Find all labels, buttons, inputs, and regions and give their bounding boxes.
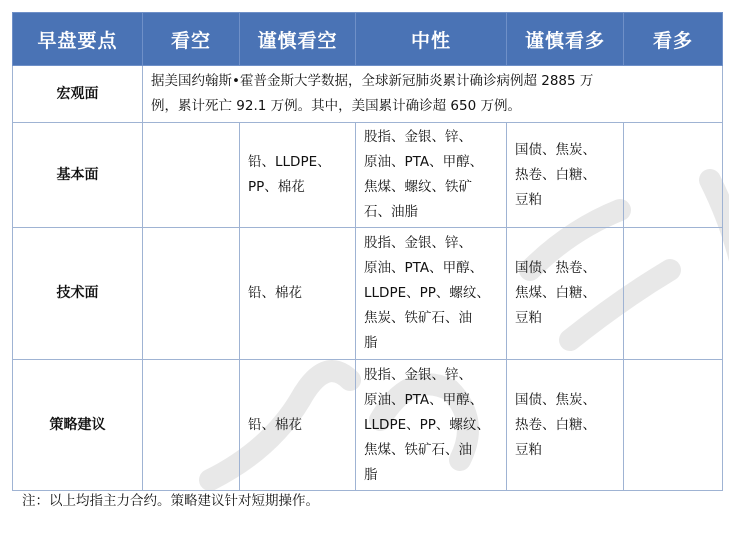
cell-line: LLDPE、PP、螺纹、 xyxy=(364,285,490,301)
table-header-row xyxy=(13,13,723,66)
cell-line: 铅、LLDPE、 xyxy=(248,154,331,170)
strategy-cautious-bearish xyxy=(240,360,356,491)
technical-cautious-bearish xyxy=(240,228,356,360)
macro-text-line-1: 据美国约翰斯•霍普金斯大学数据，全球新冠肺炎累计确诊病例超 2885 万 xyxy=(151,73,594,89)
row-label-strategy: 策略建议 xyxy=(13,360,143,491)
cell-line: 豆粕 xyxy=(515,191,542,208)
footnote: 注：以上均指主力合约。策略建议针对短期操作。 xyxy=(22,493,319,509)
cell-line: 国债、热卷、 xyxy=(515,260,596,276)
cell-line: 股指、金银、锌、 xyxy=(364,366,472,383)
table-row-macro xyxy=(13,66,723,123)
cell-line: 股指、金银、锌、 xyxy=(364,235,472,251)
fundamental-cautious-bearish xyxy=(240,123,356,228)
table-row-strategy xyxy=(13,360,723,491)
cell-line: 焦煤、铁矿石、油 xyxy=(364,441,472,458)
technical-cautious-bullish xyxy=(507,228,624,360)
row-label-macro: 宏观面 xyxy=(13,66,143,123)
cell-line: 国债、焦炭、 xyxy=(515,141,596,158)
cell-line: 焦炭、铁矿石、油 xyxy=(364,310,472,326)
fundamental-cautious-bullish xyxy=(507,123,624,228)
fundamental-neutral xyxy=(356,123,507,228)
table-row-technical xyxy=(13,228,723,360)
cell-line: 石、油脂 xyxy=(364,204,418,220)
cell-line: 豆粕 xyxy=(515,441,542,458)
header-bullish: 看多 xyxy=(624,13,723,66)
strategy-cautious-bullish xyxy=(507,360,624,491)
outlook-table xyxy=(12,12,723,491)
cell-line: 国债、焦炭、 xyxy=(515,391,596,408)
row-label-technical: 技术面 xyxy=(13,228,143,360)
cell-line: 热卷、白糖、 xyxy=(515,416,596,433)
cell-line: 铅、棉花 xyxy=(248,285,302,301)
cell-line: 原油、PTA、甲醇、 xyxy=(364,391,484,408)
strategy-neutral xyxy=(356,360,507,491)
macro-text-line-2: 例，累计死亡 92.1 万例。其中，美国累计确诊超 650 万例。 xyxy=(151,98,521,114)
header-cautious-bullish: 谨慎看多 xyxy=(507,13,624,66)
cell-line: 焦煤、螺纹、铁矿 xyxy=(364,179,472,195)
strategy-bearish xyxy=(143,360,240,491)
cell-line: 脂 xyxy=(364,466,378,483)
technical-bearish xyxy=(143,228,240,360)
header-neutral: 中性 xyxy=(356,13,507,66)
technical-bullish xyxy=(624,228,723,360)
cell-line: 原油、PTA、甲醇、 xyxy=(364,260,484,276)
header-cautious-bearish: 谨慎看空 xyxy=(240,13,356,66)
strategy-bullish xyxy=(624,360,723,491)
header-key-points: 早盘要点 xyxy=(13,13,143,66)
cell-line: 股指、金银、锌、 xyxy=(364,129,472,145)
cell-line: 焦煤、白糖、 xyxy=(515,285,596,301)
technical-neutral xyxy=(356,228,507,360)
cell-line: 脂 xyxy=(364,335,378,351)
header-bearish: 看空 xyxy=(143,13,240,66)
table-row-fundamental xyxy=(13,123,723,228)
cell-line: 豆粕 xyxy=(515,310,542,326)
fundamental-bearish xyxy=(143,123,240,228)
cell-line: 原油、PTA、甲醇、 xyxy=(364,154,484,170)
cell-line: 铅、棉花 xyxy=(248,416,302,433)
row-label-fundamental: 基本面 xyxy=(13,123,143,228)
fundamental-bullish xyxy=(624,123,723,228)
cell-line: LLDPE、PP、螺纹、 xyxy=(364,416,490,433)
macro-text xyxy=(143,66,723,123)
cell-line: PP、棉花 xyxy=(248,179,305,195)
cell-line: 热卷、白糖、 xyxy=(515,166,596,183)
